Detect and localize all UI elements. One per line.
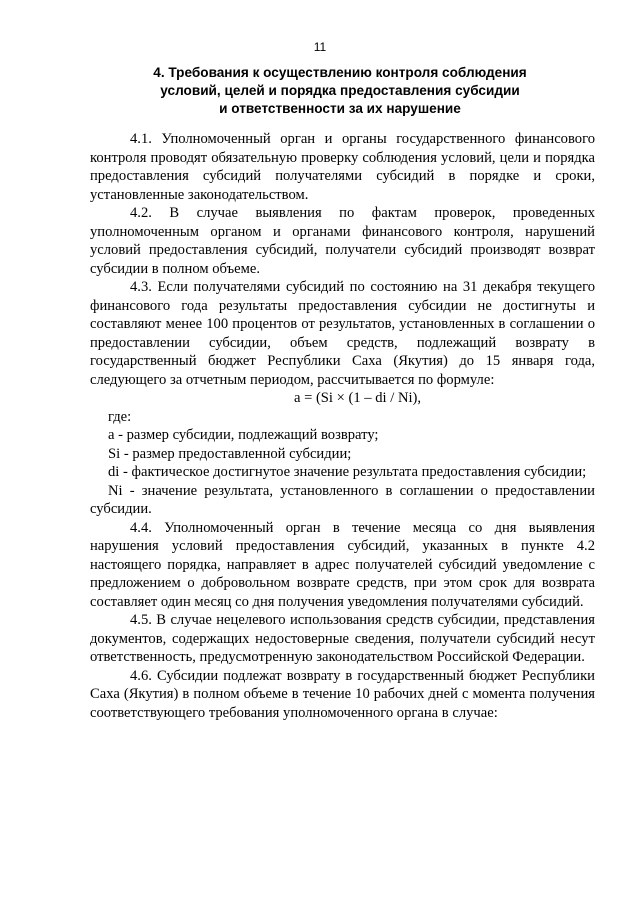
- formula-where-label: где:: [108, 408, 132, 425]
- formula: a = (Si × (1 – di / Ni),: [293, 390, 422, 406]
- paragraph-4-5: 4.5. В случае нецелевого использования средств субсидии, представления документов, содержащих недостоверные сведения, получатели субсидий несут ответственность, предусмотренную законодательством Российской Федерации.: [90, 612, 595, 665]
- section-heading-line-3: и ответственности за их нарушение: [219, 101, 461, 116]
- definition-ni: Ni - значение результата, установленного в соглашении о предоставлении субсидии.: [90, 482, 595, 517]
- paragraph-4-4: 4.4. Уполномоченный орган в течение месяца со дня выявления нарушения условий предоставления субсидий, указанных в пункте 4.2 настоящего порядка, направляет в адрес получателей субсидий уведомление с предложением о добровольном возврате средств, при этом срок для возврата составляет один месяц со дня получения уведомления получателями субсидий.: [90, 519, 595, 610]
- paragraph-4-2: 4.2. В случае выявления по фактам проверок, проведенных уполномоченным органом и органами финансового контроля, нарушений условий предоставления субсидий, получатели субсидий производят возврат субсидии в полном объеме.: [90, 205, 595, 277]
- section-heading-line-2: условий, целей и порядка предоставления субсидии: [160, 83, 520, 98]
- paragraph-4-1: 4.1. Уполномоченный орган и органы государственного финансового контроля проводят обязательную проверку соблюдения условий, цели и порядка предоставления субсидий получателями субсидий в порядке и сроки, установленные законодательством.: [90, 131, 595, 203]
- section-heading-line-1: 4. Требования к осуществлению контроля соблюдения: [153, 65, 527, 80]
- document-body: [90, 130, 595, 722]
- paragraph-4-6: 4.6. Субсидии подлежат возврату в государственный бюджет Республики Саха (Якутия) в полном объеме в течение 10 рабочих дней с момента получения соответствующего требования уполномоченного органа в случае:: [90, 667, 595, 721]
- paragraph-4-3: 4.3. Если получателями субсидий по состоянию на 31 декабря текущего финансового года результаты предоставления субсидии не достигнуты и составляют менее 100 процентов от результатов, установленных в соглашении о предоставлении субсидии, объем средств, подлежащий возврату в государственный бюджет Республики Саха (Якутия) до 15 января года, следующего за отчетным периодом, рассчитывается по формуле:: [90, 279, 595, 388]
- definition-si: Si - размер предоставленной субсидии;: [108, 445, 352, 462]
- definition-a: a - размер субсидии, подлежащий возврату;: [108, 427, 379, 443]
- page-number: 11: [313, 40, 327, 54]
- definition-di: di - фактическое достигнутое значение результата предоставления субсидии;: [108, 464, 587, 480]
- section-heading: [90, 64, 590, 118]
